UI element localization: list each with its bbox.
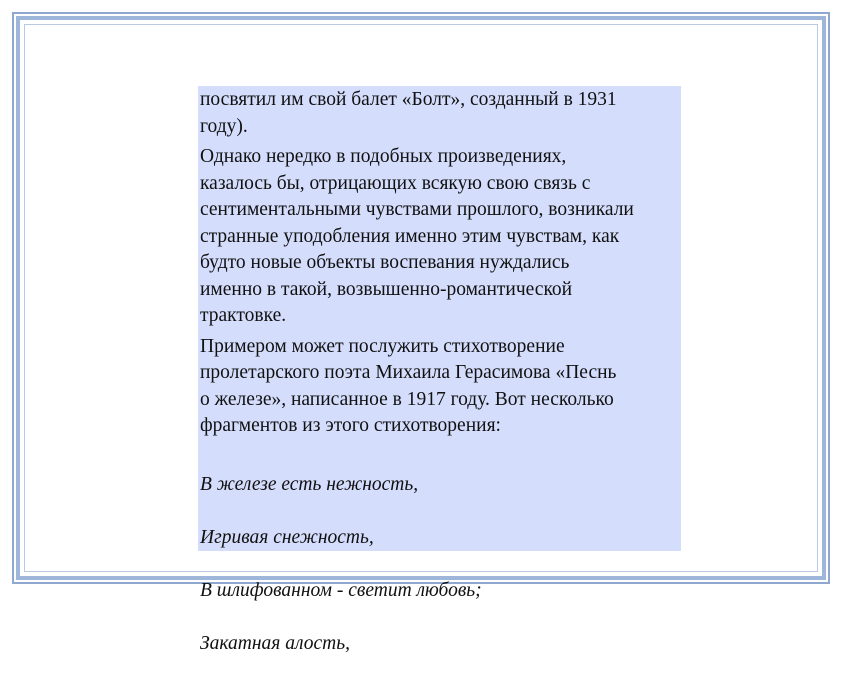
poem-line: В железе есть нежность, bbox=[200, 472, 679, 499]
paragraph-example-intro: Примером может послужить стихотворение пролетарского поэта Михаила Герасимова «Песнь о железе», написанное в 1917 году. Вот несколько фрагментов из этого стихотворения: bbox=[200, 334, 679, 440]
text-block bbox=[198, 86, 681, 551]
paragraph-sentimental-analogies: Однако нередко в подобных произведениях, казалось бы, отрицающих всякую свою связь с сентиментальными чувствами прошлого, возникали странные уподобления именно этим чувствам, как будто новые объекты воспевания нуждались именно в такой, возвышенно-романтической трактовке. bbox=[200, 144, 679, 330]
poem-line: В шлифованном - светит любовь; bbox=[200, 578, 679, 605]
paragraph-continuation: посвятил им свой балет «Болт», созданный в 1931 году). bbox=[200, 87, 679, 140]
poem-line: Игривая снежность, bbox=[200, 525, 679, 552]
poem-line: Закатная алость, bbox=[200, 631, 679, 658]
poem-quote bbox=[200, 446, 679, 684]
